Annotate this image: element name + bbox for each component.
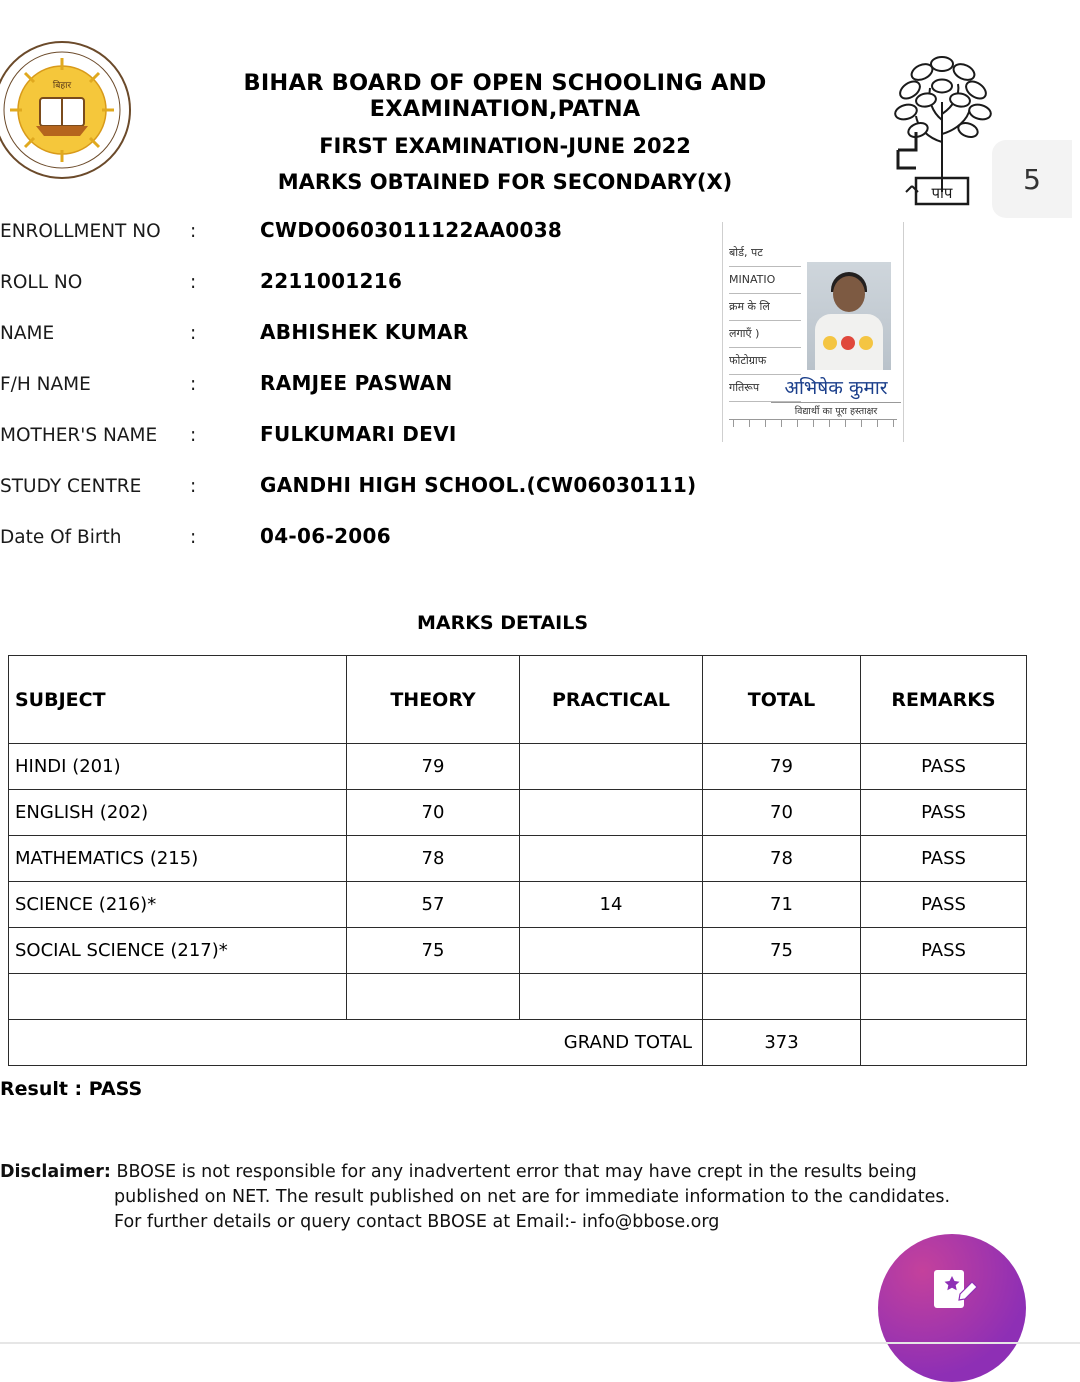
table-row — [9, 744, 1027, 790]
ruler-marks — [729, 419, 897, 430]
cell-practical — [520, 790, 703, 836]
cell-total: 71 — [703, 882, 861, 928]
column-header-remarks: REMARKS — [861, 656, 1027, 744]
particular-row — [0, 524, 700, 575]
table-row — [9, 928, 1027, 974]
grand-total-label: GRAND TOTAL — [9, 1020, 703, 1066]
particular-row — [0, 422, 700, 473]
particular-row — [0, 320, 700, 371]
photo-block-line-1: बोर्ड, पट — [729, 240, 801, 267]
particular-row — [0, 269, 700, 320]
board-seal-icon — [0, 40, 132, 180]
study-centre-value: GANDHI HIGH SCHOOL.(CW06030111) — [260, 473, 697, 497]
table-row — [9, 790, 1027, 836]
particular-row — [0, 218, 700, 269]
photo-block-line-5: फोटोग्राफ — [729, 348, 801, 375]
column-header-practical: PRACTICAL — [520, 656, 703, 744]
particular-label: F/H NAME — [0, 374, 91, 395]
column-header-subject: SUBJECT — [9, 656, 347, 744]
particular-colon: : — [190, 323, 197, 344]
particular-row — [0, 473, 700, 524]
exam-name: FIRST EXAMINATION-JUNE 2022 — [319, 134, 691, 158]
edit-document-fab[interactable] — [878, 1234, 1026, 1382]
table-row — [9, 836, 1027, 882]
disclaimer-line-2: published on NET. The result published on net are for immediate information to the candidates. — [114, 1187, 951, 1207]
cell-theory: 79 — [347, 744, 520, 790]
table-spacer-row — [9, 974, 1027, 1020]
grand-total-value: 373 — [703, 1020, 861, 1066]
student-photo — [807, 262, 891, 370]
cell-blank — [520, 974, 703, 1020]
cell-theory: 75 — [347, 928, 520, 974]
cell-theory: 57 — [347, 882, 520, 928]
cell-remarks: PASS — [861, 744, 1027, 790]
particular-colon: : — [190, 272, 197, 293]
cell-subject: HINDI (201) — [9, 744, 347, 790]
board-name: BIHAR BOARD OF OPEN SCHOOLING AND EXAMINATION,PATNA — [243, 70, 767, 122]
disclaimer-block — [0, 1160, 1000, 1235]
cell-subject: SOCIAL SCIENCE (217)* — [9, 928, 347, 974]
header-title-block — [120, 70, 890, 194]
marks-table — [8, 655, 1027, 1066]
particular-colon: : — [190, 221, 197, 242]
cell-practical — [520, 836, 703, 882]
cell-subject: ENGLISH (202) — [9, 790, 347, 836]
tree-logo-icon — [880, 42, 1005, 212]
disclaimer-label: Disclaimer: — [0, 1162, 111, 1182]
edit-document-icon — [926, 1264, 978, 1316]
cell-total: 79 — [703, 744, 861, 790]
particular-label: Date Of Birth — [0, 527, 122, 548]
photo-block-line-4: लगाएँ ) — [729, 321, 801, 348]
shirt-emoji-icon — [859, 336, 873, 350]
grand-total-row — [9, 1020, 1027, 1066]
cell-remarks: PASS — [861, 882, 1027, 928]
cell-remarks: PASS — [861, 928, 1027, 974]
particular-row — [0, 371, 700, 422]
particular-colon: : — [190, 374, 197, 395]
table-row — [9, 882, 1027, 928]
father-name-value: RAMJEE PASWAN — [260, 371, 453, 395]
student-photo-block — [722, 222, 904, 442]
exam-subtitle: MARKS OBTAINED FOR SECONDARY(X) — [277, 170, 733, 194]
particular-colon: : — [190, 425, 197, 446]
column-header-total: TOTAL — [703, 656, 861, 744]
student-particulars — [0, 218, 700, 575]
shirt-emoji-icon — [841, 336, 855, 350]
photo-block-line-2: MINATIO — [729, 267, 801, 294]
particular-label: MOTHER'S NAME — [0, 425, 158, 446]
cell-theory: 78 — [347, 836, 520, 882]
cell-remarks: PASS — [861, 790, 1027, 836]
particular-colon: : — [190, 476, 197, 497]
particular-label: STUDY CENTRE — [0, 476, 142, 497]
name-value: ABHISHEK KUMAR — [260, 320, 469, 344]
cell-blank — [347, 974, 520, 1020]
cell-blank — [861, 1020, 1027, 1066]
particular-label: NAME — [0, 323, 55, 344]
photo-block-line-3: क्रम के लि — [729, 294, 801, 321]
mother-name-value: FULKUMARI DEVI — [260, 422, 457, 446]
photo-head — [833, 276, 865, 312]
marks-details-title: MARKS DETAILS — [416, 612, 589, 634]
cell-total: 78 — [703, 836, 861, 882]
cell-remarks: PASS — [861, 836, 1027, 882]
disclaimer-line-3: For further details or query contact BBOSE at Email:- info@bbose.org — [114, 1212, 720, 1232]
roll-no-value: 2211001216 — [260, 269, 403, 293]
cell-subject: MATHEMATICS (215) — [9, 836, 347, 882]
cell-practical — [520, 928, 703, 974]
particular-label: ENROLLMENT NO — [0, 221, 161, 242]
photo-block-line-6: गतिरूप — [729, 375, 801, 402]
date-of-birth-value: 04-06-2006 — [260, 524, 391, 548]
cell-total: 70 — [703, 790, 861, 836]
cell-practical — [520, 744, 703, 790]
result-status: Result : PASS — [0, 1078, 143, 1100]
particular-label: ROLL NO — [0, 272, 83, 293]
svg-text:बिहार: बिहार — [52, 81, 72, 91]
cell-total: 75 — [703, 928, 861, 974]
cell-blank — [861, 974, 1027, 1020]
student-signature: अभिषेक कुमार — [771, 374, 901, 403]
particular-colon: : — [190, 527, 197, 548]
document-header — [0, 22, 1080, 207]
cell-theory: 70 — [347, 790, 520, 836]
enrollment-no-value: CWDO0603011122AA0038 — [260, 218, 563, 242]
cell-blank — [703, 974, 861, 1020]
cell-practical: 14 — [520, 882, 703, 928]
disclaimer-line-1: BBOSE is not responsible for any inadvertent error that may have crept in the results being — [116, 1162, 917, 1182]
page-number-badge: 5 — [992, 140, 1072, 218]
column-header-theory: THEORY — [347, 656, 520, 744]
cell-blank — [9, 974, 347, 1020]
shirt-emoji-icon — [823, 336, 837, 350]
student-signature-caption: विद्यार्थी का पूरा हस्ताक्षर — [794, 406, 878, 417]
cell-subject: SCIENCE (216)* — [9, 882, 347, 928]
svg-text:पाप: पाप — [931, 184, 953, 202]
table-header-row — [9, 656, 1027, 744]
